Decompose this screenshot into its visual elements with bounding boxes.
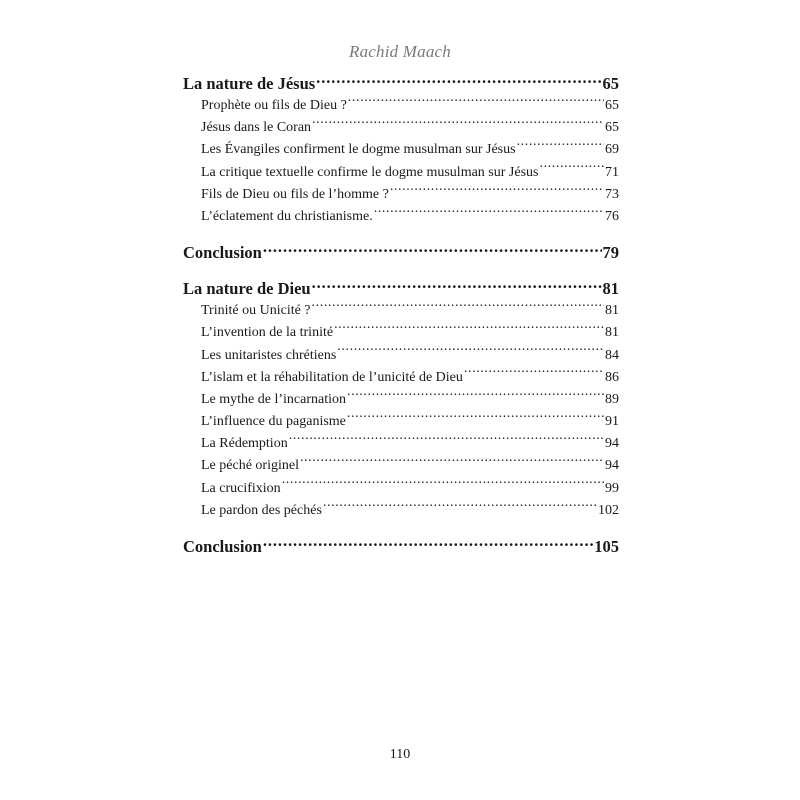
entry-title: Prophète ou fils de Dieu ?: [201, 98, 347, 113]
dot-leader: [263, 242, 602, 259]
dot-leader: [374, 206, 604, 220]
entry-page-number: 86: [605, 369, 619, 385]
dot-leader: [323, 500, 597, 514]
chapter-page-number: 65: [602, 74, 619, 93]
dot-leader: [390, 184, 604, 198]
chapter-title: La nature de Jésus: [183, 74, 316, 93]
entry-page-number: 73: [605, 186, 619, 202]
dot-leader: [263, 536, 593, 553]
chapter-page-number: 105: [594, 537, 619, 556]
entry-title: Fils de Dieu ou fils de l’homme ?: [201, 186, 389, 202]
entry-page-number: 91: [605, 414, 619, 430]
dot-leader: [289, 433, 604, 447]
dot-leader: [316, 73, 601, 90]
entry-title: Trinité ou Unicité ?: [201, 303, 311, 319]
toc-entry-row: [183, 345, 619, 367]
dot-leader: [347, 389, 604, 403]
entry-page-number: 84: [605, 347, 619, 363]
dot-leader: [282, 478, 604, 492]
toc-entry-row: [183, 184, 619, 206]
entry-page-number: 102: [598, 502, 619, 518]
dot-leader: [539, 162, 604, 176]
toc-entry-row: [183, 95, 619, 117]
toc-chapter-row: [183, 277, 619, 300]
dot-leader: [312, 278, 602, 295]
toc-entry-row: [183, 206, 619, 228]
entry-page-number: 76: [605, 208, 619, 224]
dot-leader: [337, 345, 604, 359]
toc-section: [183, 277, 619, 522]
dot-leader: [312, 117, 604, 131]
entry-title: Les unitaristes chrétiens: [201, 347, 337, 363]
chapter-title: La nature de Dieu: [183, 279, 311, 299]
toc-section: [183, 535, 619, 558]
chapter-page-number: 79: [602, 243, 619, 263]
dot-leader: [300, 455, 604, 469]
chapter-title: Conclusion: [183, 243, 262, 263]
entry-page-number: 81: [605, 303, 619, 319]
running-head: Rachid Maach: [348, 42, 451, 61]
entry-title: Jésus dans le Coran: [201, 120, 312, 136]
toc-entry-row: [183, 433, 619, 455]
toc-section: [183, 72, 619, 228]
entry-title: L’éclatement du christianisme.: [201, 208, 373, 224]
toc-chapter-row: [183, 241, 619, 264]
dot-leader: [312, 300, 604, 314]
table-of-contents: [183, 72, 619, 558]
entry-page-number: 94: [605, 436, 619, 452]
chapter-title: Conclusion: [183, 537, 262, 556]
dot-leader: [517, 139, 604, 153]
toc-entry-row: [183, 117, 619, 139]
toc-entry-row: [183, 411, 619, 433]
toc-section: [183, 241, 619, 264]
toc-entry-row: [183, 300, 619, 322]
toc-entry-row: [183, 367, 619, 389]
entry-title: Le pardon des péchés: [201, 502, 322, 518]
toc-entry-row: [183, 162, 619, 184]
entry-title: Le péché originel: [201, 458, 299, 474]
toc-chapter-row: [183, 72, 619, 95]
toc-entry-row: [183, 455, 619, 477]
entry-page-number: 71: [605, 164, 619, 180]
entry-page-number: 99: [605, 480, 619, 496]
dot-leader: [334, 322, 604, 336]
entry-page-number: 94: [605, 458, 619, 474]
toc-chapter-row: [183, 535, 619, 558]
dot-leader: [347, 411, 604, 425]
entry-title: La Rédemption: [201, 436, 288, 452]
entry-page-number: 89: [605, 391, 619, 407]
entry-title: La crucifixion: [201, 480, 281, 496]
entry-title: L’influence du paganisme: [201, 414, 346, 430]
entry-page-number: 65: [605, 98, 619, 113]
chapter-page-number: 81: [602, 279, 619, 299]
entry-page-number: 65: [605, 120, 619, 136]
entry-title: Le mythe de l’incarnation: [201, 391, 346, 407]
dot-leader: [464, 367, 604, 381]
entry-title: L’invention de la trinité: [201, 325, 334, 341]
toc-entry-row: [183, 389, 619, 411]
entry-title: L’islam et la réhabilitation de l’unicité de Dieu: [201, 369, 463, 385]
entry-title: La critique textuelle confirme le dogme musulman sur Jésus: [201, 164, 539, 180]
entry-title: Les Évangiles confirment le dogme musulman sur Jésus: [201, 142, 516, 158]
page-number: 110: [389, 747, 411, 762]
entry-page-number: 81: [605, 325, 619, 341]
toc-entry-row: [183, 478, 619, 500]
dot-leader: [348, 95, 604, 109]
entry-page-number: 69: [605, 142, 619, 158]
toc-entry-row: [183, 322, 619, 344]
toc-entry-row: [183, 500, 619, 522]
toc-entry-row: [183, 139, 619, 161]
